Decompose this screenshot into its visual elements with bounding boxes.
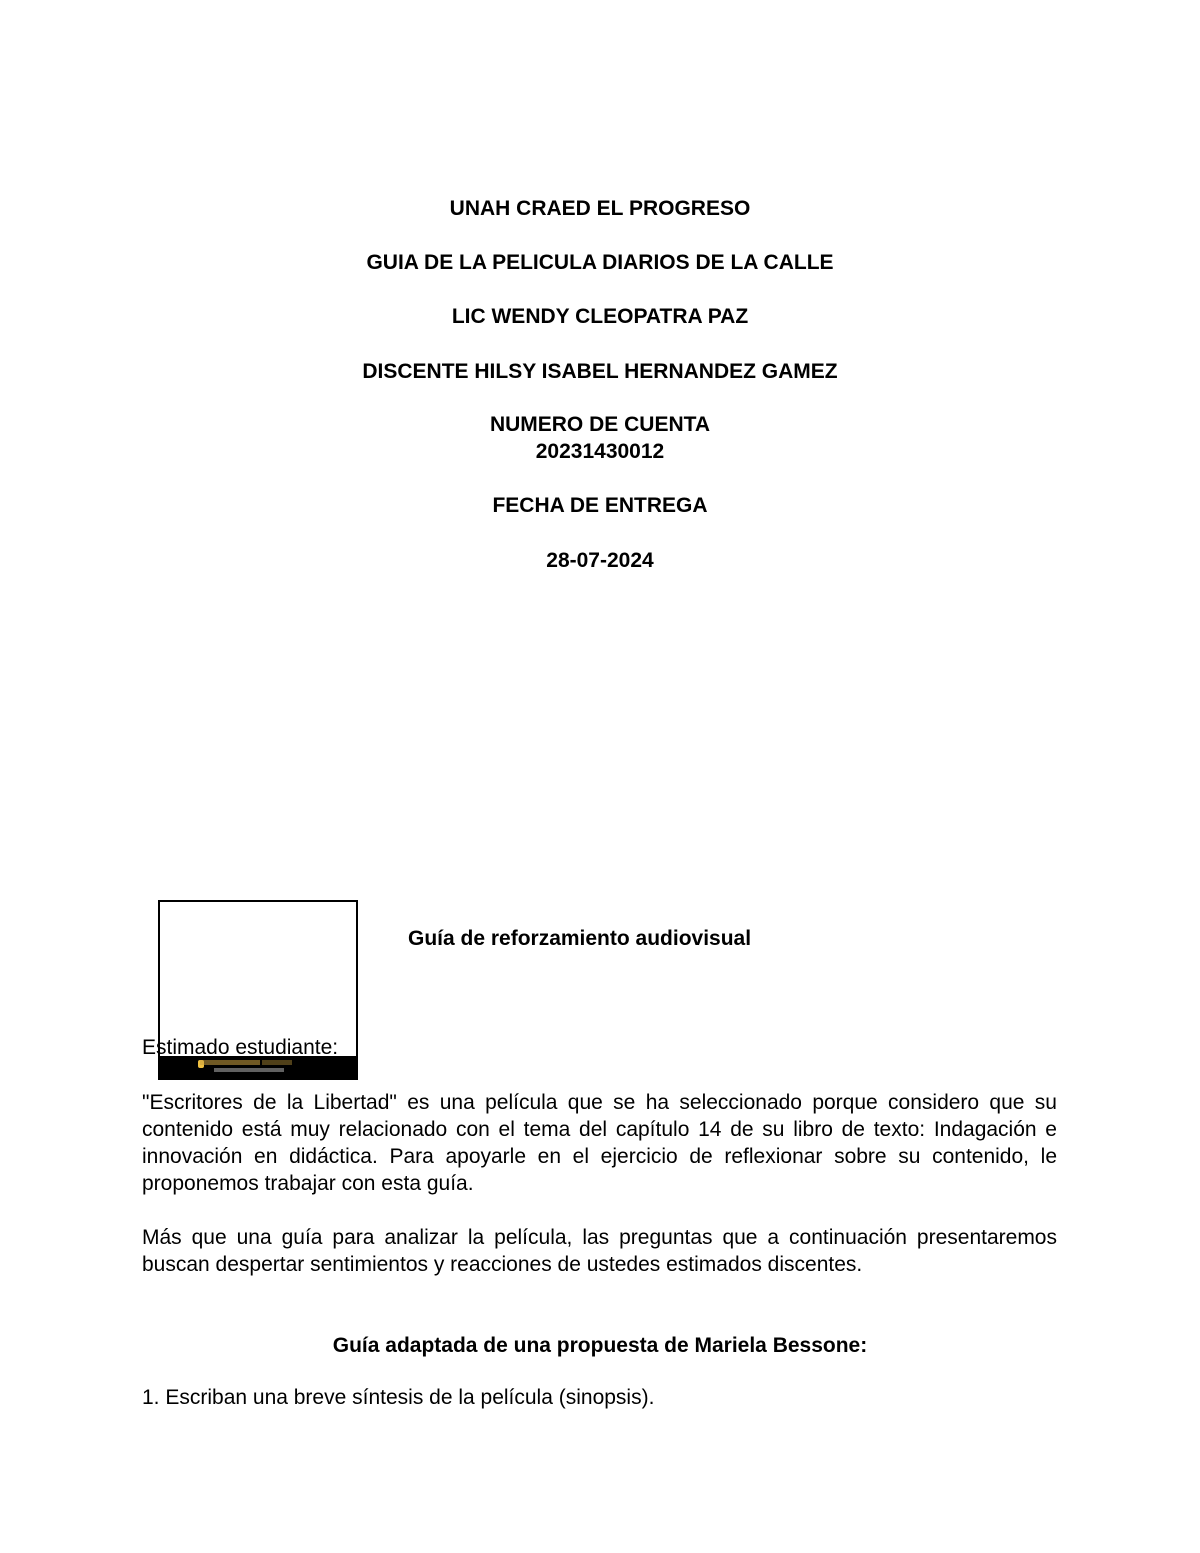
guide-title: Guía de reforzamiento audiovisual <box>408 927 752 950</box>
question-1: 1. Escriban una breve síntesis de la película (sinopsis). <box>142 1386 655 1409</box>
paragraph-purpose: Más que una guía para analizar la película, las preguntas que a continuación presentaremos buscan despertar sentimientos y reacciones de ustedes estimados discentes. <box>142 1226 1057 1276</box>
date-value: 28-07-2024 <box>546 549 654 572</box>
poster-caption-art <box>200 1058 310 1078</box>
paragraph-intro: "Escritores de la Libertad" es una película que se ha seleccionado porque considero que su contenido está muy relacionado con el tema del capítulo 14 de su libro de texto: Indagación e innovación en didáctica. Para apoyarle en el ejercicio de reflexionar sobre su contenido, le proponemos trabajar con esta guía. <box>142 1091 1057 1195</box>
account-label: NUMERO DE CUENTA <box>489 413 711 436</box>
teacher-name: LIC WENDY CLEOPATRA PAZ <box>451 305 749 328</box>
account-number: 20231430012 <box>535 440 665 463</box>
greeting: Estimado estudiante: <box>142 1036 339 1059</box>
adapted-heading: Guía adaptada de una propuesta de Mariela Bessone: <box>332 1334 868 1357</box>
date-label: FECHA DE ENTREGA <box>492 494 708 517</box>
student-name: DISCENTE HILSY ISABEL HERNANDEZ GAMEZ <box>362 360 838 383</box>
document-title: GUIA DE LA PELICULA DIARIOS DE LA CALLE <box>366 251 834 274</box>
institution-name: UNAH CRAED EL PROGRESO <box>449 197 751 220</box>
